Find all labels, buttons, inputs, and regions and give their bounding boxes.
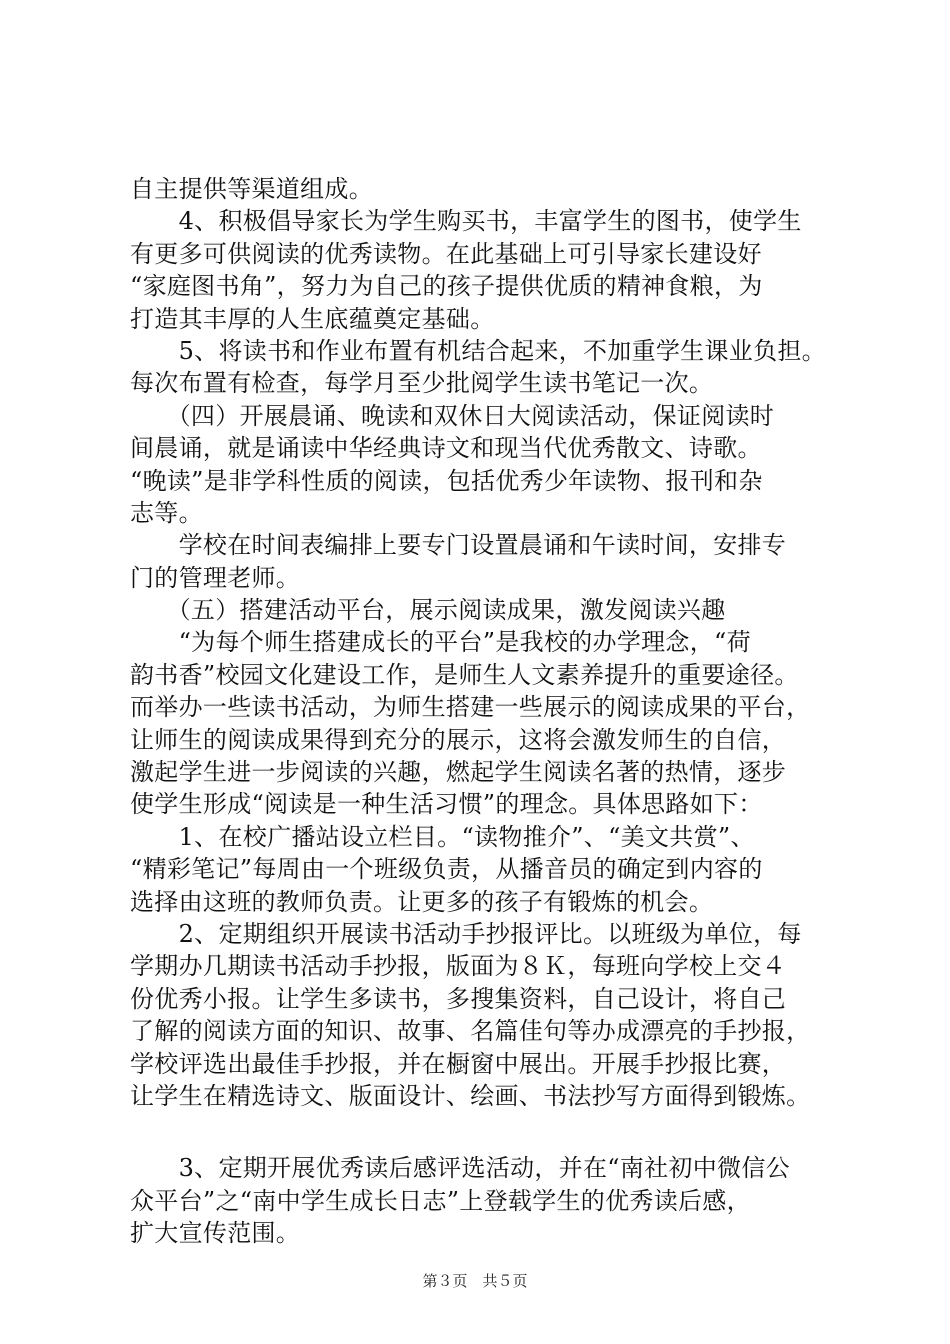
document-body [130,173,860,1250]
text-line: 扩大宣传范围。 [130,1219,301,1248]
text-line: 让学生在精选诗文、版面设计、绘画、书法抄写方面得到锻炼。 [130,1081,811,1110]
text-line: 4、积极倡导家长为学生购买书，丰富学生的图书，使学生 [130,207,802,236]
text-line: 而举办一些读书活动，为师生搭建一些展示的阅读成果的平台， [130,693,811,722]
text-line: 份优秀小报。让学生多读书，多搜集资料，自己设计，将自己 [130,984,787,1013]
text-line: 3、定期开展优秀读后感评选活动，并在“南社初中微信公 [130,1154,790,1183]
text-line: 使学生形成“阅读是一种生活习惯”的理念。具体思路如下： [130,790,763,819]
text-line: 5、将读书和作业布置有机结合起来，不加重学生课业负担。 [130,336,826,365]
text-line: （四）开展晨诵、晚读和双休日大阅读活动，保证阅读时 [130,401,775,430]
text-line: 让师生的阅读成果得到充分的展示，这将会激发师生的自信， [130,725,787,754]
text-line: 自主提供等渠道组成。 [130,175,373,203]
text-line: “精彩笔记”每周由一个班级负责，从播音员的确定到内容的 [130,855,763,884]
text-line: 学期办几期读书活动手抄报，版面为８Ｋ，每班向学校上交４ [130,952,787,981]
text-line: “为每个师生搭建成长的平台”是我校的办学理念，“荷 [130,628,751,657]
text-line: 学校评选出最佳手抄报，并在橱窗中展出。开展手抄报比赛， [130,1049,787,1078]
paragraph-gap [130,1112,860,1152]
text-line: 了解的阅读方面的知识、故事、名篇佳句等办成漂亮的手抄报， [130,1017,811,1046]
text-line: 激起学生进一步阅读的兴趣，燃起学生阅读名著的热情，逐步 [130,758,787,787]
text-line: “家庭图书角”，努力为自己的孩子提供优质的精神食粮，为 [130,272,763,301]
text-line: 门的管理老师。 [130,563,301,592]
text-line: 有更多可供阅读的优秀读物。在此基础上可引导家长建设好 [130,239,762,268]
text-line: （五）搭建活动平台，展示阅读成果，激发阅读兴趣 [130,596,726,625]
page-footer: 第３页 共５页 [422,1272,528,1290]
text-line: 选择由这班的教师负责。让更多的孩子有锻炼的机会。 [130,887,714,916]
text-line: 众平台”之“南中学生成长日志”上登载学生的优秀读后感， [130,1186,751,1215]
text-line: 志等。 [130,498,203,527]
text-line: 每次布置有检查，每学月至少批阅学生读书笔记一次。 [130,369,714,398]
text-line: 打造其丰厚的人生底蕴奠定基础。 [130,304,495,333]
text-line: 1、在校广播站设立栏目。“读物推介”、“美文共赏”、 [130,822,755,851]
text-line: 韵书香”校园文化建设工作，是师生人文素养提升的重要途径。 [130,660,799,689]
text-line: “晚读”是非学科性质的阅读，包括优秀少年读物、报刊和杂 [130,466,763,495]
text-line: 间晨诵，就是诵读中华经典诗文和现当代优秀散文、诗歌。 [130,434,762,463]
text-line: 学校在时间表编排上要专门设置晨诵和午读时间，安排专 [130,531,787,560]
text-line: 2、定期组织开展读书活动手抄报评比。以班级为单位，每 [130,919,802,948]
